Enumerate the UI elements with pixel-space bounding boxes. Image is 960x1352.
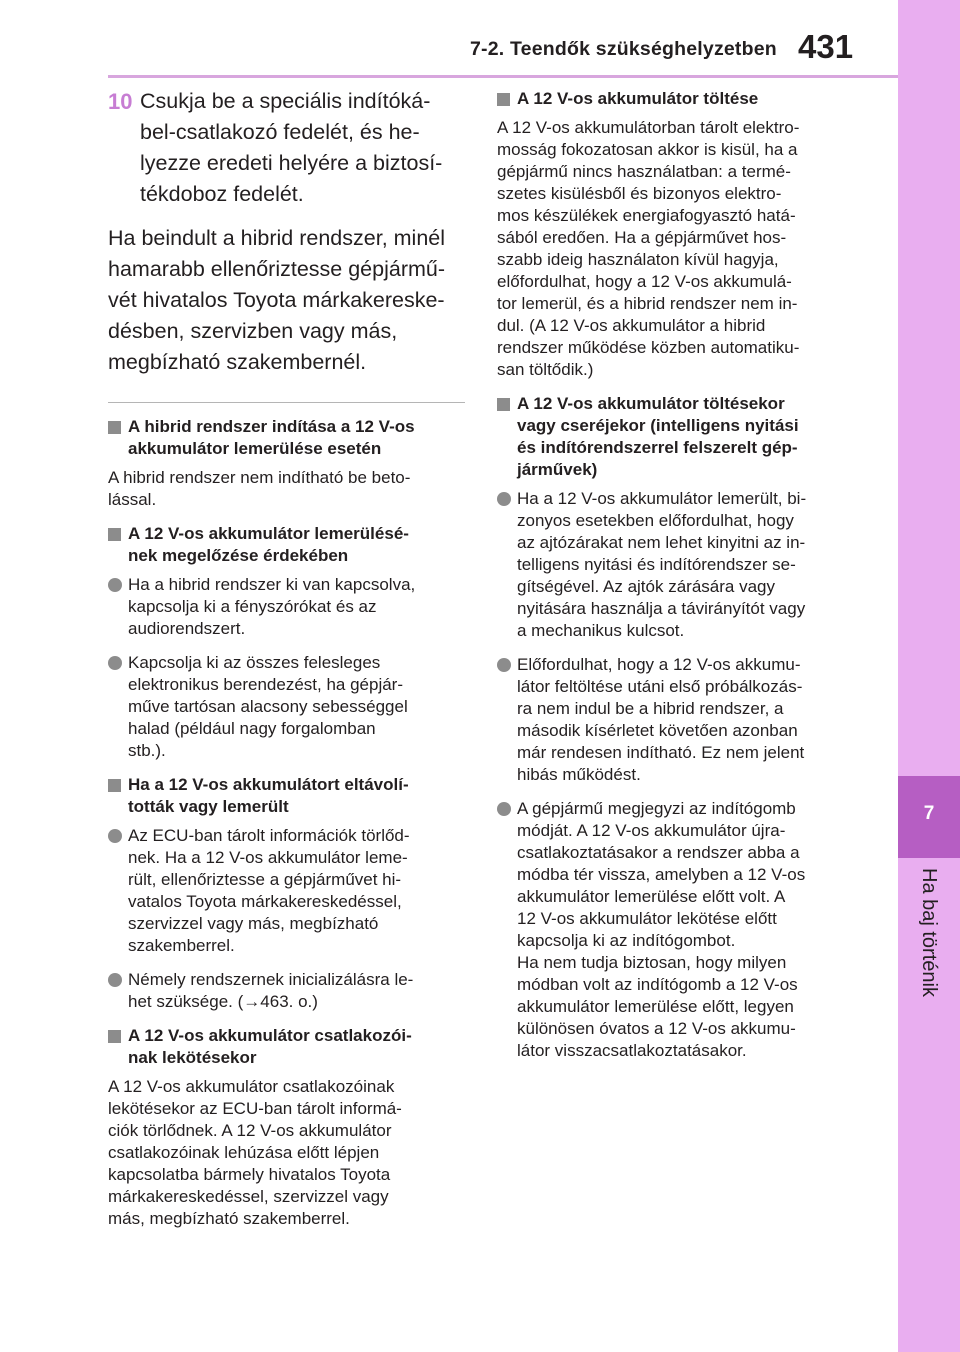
section-heading (497, 393, 859, 481)
right-column (497, 88, 859, 1074)
section-heading (108, 1025, 465, 1069)
heading-text: Ha a 12 V-os akkumulátort eltávolí- tották vagy lemerült (128, 775, 409, 816)
round-bullet-icon (497, 492, 511, 506)
body-paragraph: A hibrid rendszer nem indítható be beto- lással. (108, 468, 411, 509)
bullet-item (108, 652, 465, 762)
heading-text: A 12 V-os akkumulátor töltése (517, 89, 759, 108)
round-bullet-icon (108, 656, 122, 670)
square-bullet-icon (108, 421, 121, 434)
round-bullet-icon (108, 973, 122, 987)
step-text: Csukja be a speciális indítóká- bel-csatlakozó fedelét, és he- lyezze eredeti helyére a biztosí- tékdoboz fedelét. (140, 89, 443, 206)
page-number: 431 (798, 28, 854, 65)
heading-text: A 12 V-os akkumulátor csatlakozói- nak lekötésekor (128, 1026, 412, 1067)
chapter-title: Ha baj történik (918, 868, 940, 997)
square-bullet-icon (497, 93, 510, 106)
bullet-item (497, 798, 859, 1062)
section-heading (108, 416, 465, 460)
section-divider (108, 402, 465, 403)
round-bullet-icon (497, 658, 511, 672)
header-rule (108, 75, 898, 78)
square-bullet-icon (108, 1030, 121, 1043)
bullet-item (497, 488, 859, 642)
heading-text: A hibrid rendszer indítása a 12 V-os akkumulátor lemerülése esetén (128, 417, 415, 458)
intro-paragraph: Ha beindult a hibrid rendszer, minél hamarabb ellenőriztesse gépjármű- vét hivatalos Toyota márkakereske- désben, szervizben vagy más, megbízható szakembernél. (108, 226, 446, 374)
body-paragraph: A 12 V-os akkumulátor csatlakozóinak lekötésekor az ECU-ban tárolt informá- ciók törlődnek. A 12 V-os akkumulátor csatlakozóinak lehúzása előtt lépjen kapcsolatba bármely hivatalos Toyota márkakereskedéssel, szervizzel vagy más, megbízható szakemberrel. (108, 1077, 402, 1228)
bullet-text: Kapcsolja ki az összes felesleges elektronikus berendezést, ha gépjár- műve tartósan alacsony sebességgel halad (például nagy forgalomban stb.). (128, 653, 408, 760)
bullet-text: Előfordulhat, hogy a 12 V-os akkumu- látor feltöltése utáni első próbálkozás- ra nem indul be a hibrid rendszer, a második kísérletet követően azonban már rendesen indítható. Ez nem jelent hibás működést. (517, 655, 805, 784)
left-column (108, 86, 465, 1242)
bullet-item (108, 574, 465, 640)
round-bullet-icon (108, 578, 122, 592)
bullet-text: Az ECU-ban tárolt információk törlőd- nek. Ha a 12 V-os akkumulátor leme- rült, ellenőriztesse a gépjárművet hi- vatalos Toyota márkakereskedéssel, szervizzel vagy más, megbízható szakemberrel. (128, 826, 410, 955)
bullet-item (497, 654, 859, 786)
bullet-item (108, 825, 465, 957)
square-bullet-icon (497, 398, 510, 411)
section-title: 7-2. Teendők szükséghelyzetben (470, 38, 777, 60)
bullet-text: A gépjármű megjegyzi az indítógomb módját. A 12 V-os akkumulátor újra- csatlakoztatásakor a rendszer abba a módba tér vissza, amelyben a 12 V-os akkumulátor lemerülése előtt volt. A 12 V-os akkumulátor lekötése előtt kapcsolja ki az indítógombot. Ha nem tudja biztosan, hogy milyen módban volt az indítógomb a 12 V-os akkumulátor lemerülése előtt, legyen különösen óvatos a 12 V-os akkumu- látor visszacsatlakoztatásakor. (517, 799, 806, 1060)
heading-text: A 12 V-os akkumulátor lemerülésé- nek megelőzése érdekében (128, 524, 409, 565)
square-bullet-icon (108, 528, 121, 541)
chapter-number: 7 (923, 803, 935, 824)
bullet-text: Ha a 12 V-os akkumulátor lemerült, bi- zonyos esetekben előfordulhat, hogy az ajtózárakat nem lehet kinyitni az in- telligens nyitási és indítórendszer se- gítségével. Az ajtók zárására vagy nyitására használja a távirányítót vagy a mechanikus kulcsot. (517, 489, 807, 640)
chapter-side-tab (898, 0, 960, 1352)
round-bullet-icon (108, 829, 122, 843)
bullet-item (108, 969, 465, 1013)
section-heading (108, 523, 465, 567)
section-heading (497, 88, 859, 110)
body-paragraph: A 12 V-os akkumulátorban tárolt elektro- mosság fokozatosan akkor is kisül, ha a gépjármű nincs használatban: a termé- szetes kisülésből és bizonyos elektro- mos készülékek energiafogyasztó hatá- sából eredően. Ha a gépjárművet hos- szabb ideig használaton kívül hagyja, előfordulhat, hogy a 12 V-os akkumulá- tor lemerül, és a hibrid rendszer nem in- dul. (A 12 V-os akkumulátor a hibrid rendszer működése közben automatiku- san töltődik.) (497, 118, 800, 379)
section-heading (108, 774, 465, 818)
step-number: 10 (108, 89, 133, 114)
bullet-text: Ha a hibrid rendszer ki van kapcsolva, kapcsolja ki a fényszórókat és az audiorendszert. (128, 575, 416, 638)
heading-text: A 12 V-os akkumulátor töltésekor vagy cseréjekor (intelligens nyitási és indítórendszerrel felszerelt gép- járművek) (517, 394, 799, 479)
square-bullet-icon (108, 779, 121, 792)
bullet-text: Némely rendszernek inicializálásra le- het szüksége. (→463. o.) (128, 970, 414, 1011)
round-bullet-icon (497, 802, 511, 816)
step-10 (108, 86, 465, 210)
